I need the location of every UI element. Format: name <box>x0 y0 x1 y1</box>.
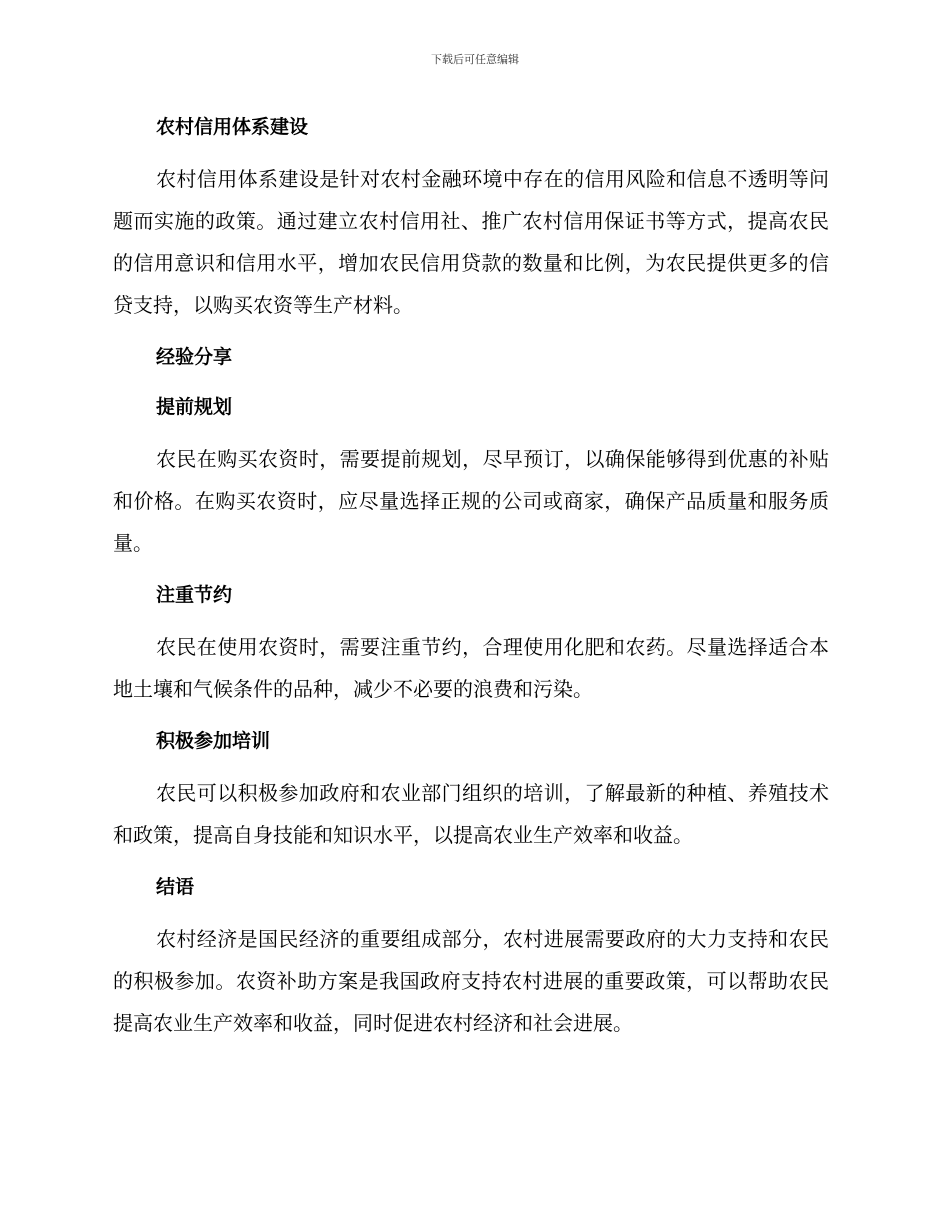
heading-advance-planning: 提前规划 <box>156 396 233 418</box>
heading-experience-sharing: 经验分享 <box>156 346 233 368</box>
heading-conclusion: 结语 <box>156 876 195 898</box>
paragraph-credit-system: 农村信用体系建设是针对农村金融环境中存在的信用风险和信息不透明等问题而实施的政策。通过建立农村信用社、推广农村信用保证书等方式，提高农民的信用意识和信用水平，增加农民信用贷款的数量和比例，为农民提供更多的信贷支持，以购买农资等生产材料。 <box>113 167 829 317</box>
page-header-note: 下载后可任意编辑 <box>431 53 519 66</box>
heading-training: 积极参加培训 <box>156 730 271 752</box>
paragraph-advance-planning: 农民在购买农资时，需要提前规划，尽早预订，以确保能够得到优惠的补贴和价格。在购买农资时，应尽量选择正规的公司或商家，确保产品质量和服务质量。 <box>113 447 829 555</box>
heading-credit-system: 农村信用体系建设 <box>156 116 309 138</box>
document-body <box>113 108 829 1056</box>
paragraph-conclusion: 农村经济是国民经济的重要组成部分，农村进展需要政府的大力支持和农民的积极参加。农资补助方案是我国政府支持农村进展的重要政策，可以帮助农民提高农业生产效率和收益，同时促进农村经济和社会进展。 <box>113 927 829 1035</box>
paragraph-saving: 农民在使用农资时，需要注重节约，合理使用化肥和农药。尽量选择适合本地土壤和气候条件的品种，减少不必要的浪费和污染。 <box>113 635 829 701</box>
heading-saving: 注重节约 <box>156 584 233 606</box>
paragraph-training: 农民可以积极参加政府和农业部门组织的培训，了解最新的种植、养殖技术和政策，提高自身技能和知识水平，以提高农业生产效率和收益。 <box>113 781 829 847</box>
